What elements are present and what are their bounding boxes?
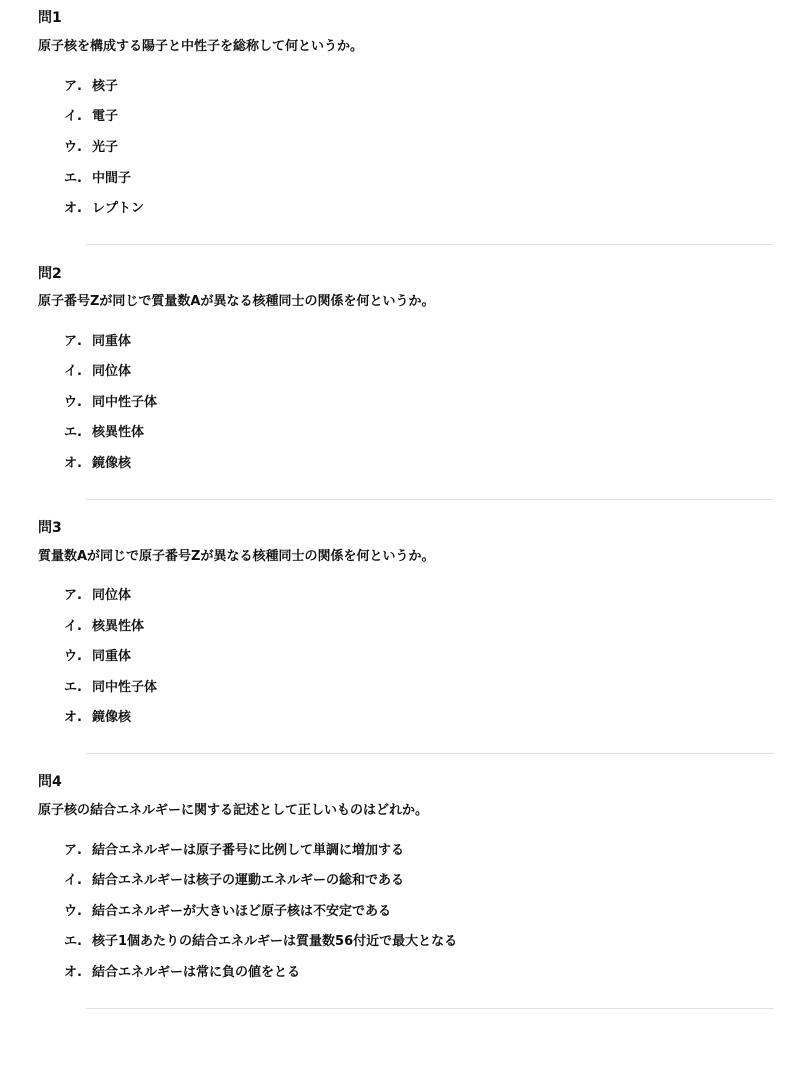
section-divider [86,753,774,754]
choice-item [64,648,131,666]
choice-label: 鏡像核 [92,456,132,471]
choice-mark: ア. [64,334,82,349]
choice-mark: イ. [64,873,82,888]
choice-item [64,108,118,126]
choice-label: 同重体 [92,334,132,349]
choice-label: 同中性子体 [92,680,158,695]
choice-item [64,363,131,381]
choice-item [64,618,144,636]
choice-label: 同位体 [92,588,132,603]
choice-mark: ウ. [64,649,82,664]
question-text: 原子核を構成する陽子と中性子を総称して何というか。 [38,39,364,54]
section-divider [86,1008,774,1009]
choice-item [64,679,157,697]
choice-item [64,139,118,157]
choice-item [64,709,131,727]
choice-mark: オ. [64,201,82,216]
choice-item [64,78,118,96]
choice-mark: ウ. [64,140,82,155]
choice-item [64,933,457,951]
section-divider [86,244,774,245]
choice-item [64,424,144,442]
choice-item [64,170,131,188]
choice-label: 同重体 [92,649,132,664]
choice-item [64,587,131,605]
choice-label: 結合エネルギーは常に負の値をとる [92,965,301,980]
choice-mark: ア. [64,588,82,603]
question-number: 問1 [38,10,62,26]
choice-mark: ア. [64,79,82,94]
choice-mark: オ. [64,965,82,980]
choice-mark: オ. [64,456,82,471]
choice-mark: エ. [64,680,82,695]
choice-label: 同中性子体 [92,395,158,410]
choice-mark: オ. [64,710,82,725]
choice-mark: エ. [64,171,82,186]
choice-mark: イ. [64,364,82,379]
choice-label: 中間子 [92,171,132,186]
question-text: 質量数Aが同じで原子番号Zが異なる核種同士の関係を何というか。 [38,549,435,564]
choice-label: 核子 [92,79,119,94]
choice-item [64,842,404,860]
choice-mark: エ. [64,425,82,440]
choice-label: 電子 [92,109,119,124]
choice-item [64,872,404,890]
choice-item [64,455,131,473]
choice-mark: ウ. [64,904,82,919]
question-text: 原子核の結合エネルギーに関する記述として正しいものはどれか。 [38,803,429,818]
question-number: 問2 [38,266,62,282]
choice-label: 鏡像核 [92,710,132,725]
choice-item [64,903,391,921]
choice-item [64,333,131,351]
choice-mark: ア. [64,843,82,858]
choice-label: 結合エネルギーは核子の運動エネルギーの総和である [92,873,405,888]
question-number: 問4 [38,774,62,790]
choice-item [64,394,157,412]
choice-label: 核異性体 [92,425,145,440]
choice-label: 結合エネルギーは原子番号に比例して単調に増加する [92,843,405,858]
choice-label: 核異性体 [92,619,145,634]
section-divider [86,499,774,500]
choice-label: 核子1個あたりの結合エネルギーは質量数56付近で最大となる [92,934,458,949]
choice-mark: イ. [64,619,82,634]
choice-item [64,964,300,982]
choice-label: 光子 [92,140,119,155]
choice-item [64,200,144,218]
question-number: 問3 [38,520,62,536]
choice-mark: イ. [64,109,82,124]
choice-mark: エ. [64,934,82,949]
choice-mark: ウ. [64,395,82,410]
choice-label: レプトン [92,201,145,216]
choice-label: 同位体 [92,364,132,379]
question-text: 原子番号Zが同じで質量数Aが異なる核種同士の関係を何というか。 [38,294,435,309]
choice-label: 結合エネルギーが大きいほど原子核は不安定である [92,904,392,919]
